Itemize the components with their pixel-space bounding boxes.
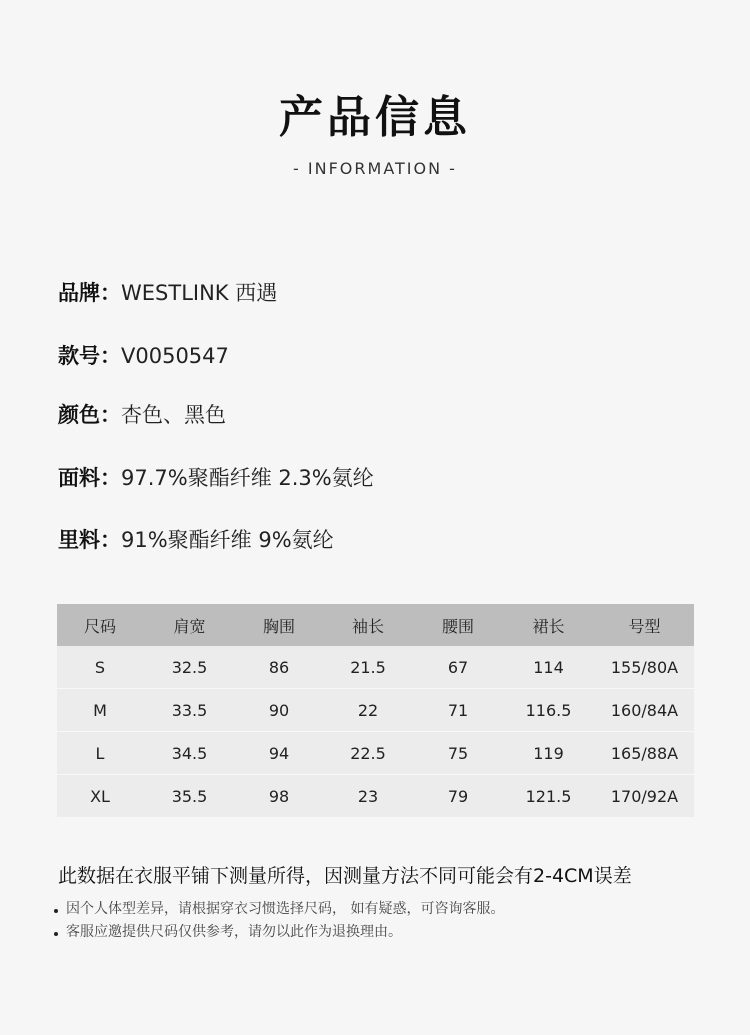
table-cell: 119 [502,732,595,775]
bullet-icon [54,932,58,936]
info-label: 里料： [58,528,121,552]
info-value: WESTLINK 西遇 [121,281,278,305]
info-label: 品牌： [58,281,121,305]
table-cell: 32.5 [143,646,236,689]
table-cell: S [57,646,143,689]
measurement-note: 此数据在衣服平铺下测量所得，因测量方法不同可能会有2-4CM误差 [58,865,632,887]
info-row-color [58,400,226,430]
table-cell: M [57,689,143,732]
info-row-lining [58,525,334,555]
table-header-cell: 胸围 [236,604,322,646]
info-label: 面料： [58,466,121,490]
list-item [54,898,504,921]
table-cell: 35.5 [143,775,236,818]
table-header-row [57,604,694,646]
info-label: 颜色： [58,403,121,427]
table-cell: 21.5 [322,646,414,689]
table-cell: 22 [322,689,414,732]
table-cell: 116.5 [502,689,595,732]
table-row [57,775,694,818]
page-title: 产品信息 [279,92,471,143]
table-header-cell: 尺码 [57,604,143,646]
table-cell: 160/84A [595,689,694,732]
table-header-cell: 号型 [595,604,694,646]
note-text: 客服应邀提供尺码仅供参考，请勿以此作为退换理由。 [66,924,402,940]
info-value: V0050547 [121,344,229,368]
info-row-style-number [58,341,229,371]
list-item [54,921,504,944]
info-row-brand [58,278,277,308]
table-cell: 71 [414,689,502,732]
size-table [57,604,694,817]
table-cell: 86 [236,646,322,689]
table-cell: 114 [502,646,595,689]
table-cell: 165/88A [595,732,694,775]
table-cell: 33.5 [143,689,236,732]
info-label: 款号： [58,344,121,368]
table-cell: XL [57,775,143,818]
table-row [57,732,694,775]
table-cell: 22.5 [322,732,414,775]
table-cell: 90 [236,689,322,732]
note-text: 因个人体型差异，请根据穿衣习惯选择尺码， 如有疑惑，可咨询客服。 [66,901,505,917]
bullet-icon [54,909,58,913]
table-cell: 155/80A [595,646,694,689]
table-cell: 79 [414,775,502,818]
table-cell: 94 [236,732,322,775]
table-cell: 67 [414,646,502,689]
table-row [57,689,694,732]
page-subtitle: - INFORMATION - [293,159,457,178]
table-header-cell: 裙长 [502,604,595,646]
table-cell: 34.5 [143,732,236,775]
table-header-cell: 袖长 [322,604,414,646]
table-cell: 23 [322,775,414,818]
table-cell: 170/92A [595,775,694,818]
table-cell: 98 [236,775,322,818]
info-value: 97.7%聚酯纤维 2.3%氨纶 [121,466,374,490]
table-header-cell: 肩宽 [143,604,236,646]
table-cell: L [57,732,143,775]
note-list [54,898,504,944]
info-value: 91%聚酯纤维 9%氨纶 [121,528,334,552]
table-header-cell: 腰围 [414,604,502,646]
table-cell: 121.5 [502,775,595,818]
info-value: 杏色、黑色 [121,403,226,427]
table-row [57,646,694,689]
info-row-fabric [58,463,374,493]
table-cell: 75 [414,732,502,775]
